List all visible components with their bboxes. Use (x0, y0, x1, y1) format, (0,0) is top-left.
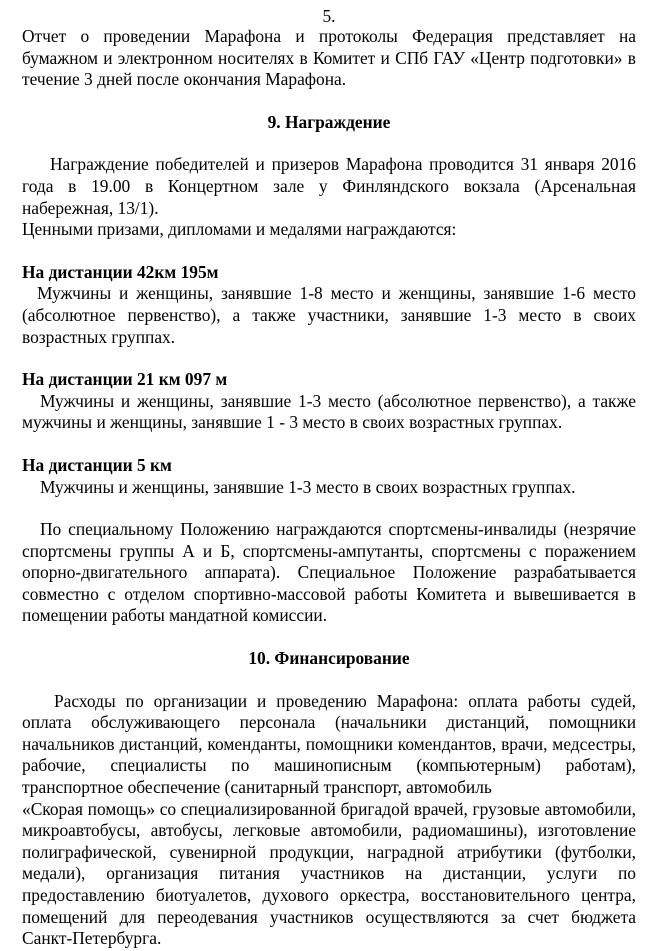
financing-paragraph-1: Расходы по организации и проведению Марафона: оплата работы судей, оплата обслуживающего персонала (начальники дистанций, помощники начальников дистанций, коменданты, помощники комендантов, врачи, медсестры, рабочие, специалисты по машинописным (компьютерным) работам), транспортное обеспечение (санитарный транспорт, автомобиль (22, 690, 636, 798)
page-number: 5. (322, 6, 336, 26)
distance-21km-heading: На дистанции 21 км 097 м (22, 369, 228, 390)
financing-paragraph-2: «Скорая помощь» со специализированной бригадой врачей, грузовые автомобили, микроавтобусы, автобусы, легковые автомобили, радиомашины), изготовление полиграфической, сувенирной продукции, наградной атрибутики (футболки, медали), организация питания участников на дистанции, услуги по предоставлению биотуалетов, духового оркестра, восстановительного центра, помещений для переодевания участников осуществляются за счет бюджета Санкт-Петербурга. (22, 798, 636, 949)
awards-intro: Ценными призами, дипломами и медалями награждаются: (22, 219, 457, 240)
distance-42km-text: Мужчины и женщины, занявшие 1-8 место и женщины, занявшие 1-6 место (абсолютное первенство), а также участники, занявшие 1-3 место в своих возрастных группах. (22, 283, 636, 347)
special-regulation-paragraph: По специальному Положению награждаются спортсмены-инвалиды (незрячие спортсмены группы А и Б, спортсмены-ампутанты, спортсмены с поражением опорно-двигательного аппарата). Специальное Положение разрабатывается совместно с отделом спортивно-массовой работы Комитета и вывешивается в помещении работы мандатной комиссии. (22, 519, 636, 626)
distance-5km-text: Мужчины и женщины, занявшие 1-3 место в своих возрастных группах. (40, 476, 576, 497)
section-9-title: 9. Награждение (267, 111, 391, 132)
distance-5km-heading: На дистанции 5 км (22, 454, 172, 475)
distance-21km-text: Мужчины и женщины, занявшие 1-3 место (абсолютное первенство), а также мужчины и женщины, занявшие 1 - 3 место в своих возрастных группах. (22, 390, 636, 433)
intro-paragraph: Отчет о проведении Марафона и протоколы Федерация представляет на бумажном и электронном носителях в Комитет и СПб ГАУ «Центр подготовки» в течение 3 дней после окончания Марафона. (22, 26, 636, 90)
document-page (22, 6, 636, 950)
awards-paragraph: Награждение победителей и призеров Марафона проводится 31 января 2016 года в 19.00 в Концертном зале у Финляндского вокзала (Арсенальная набережная, 13/1). (22, 154, 636, 218)
section-10-title: 10. Финансирование (248, 648, 410, 669)
distance-42km-heading: На дистанции 42км 195м (22, 261, 219, 282)
